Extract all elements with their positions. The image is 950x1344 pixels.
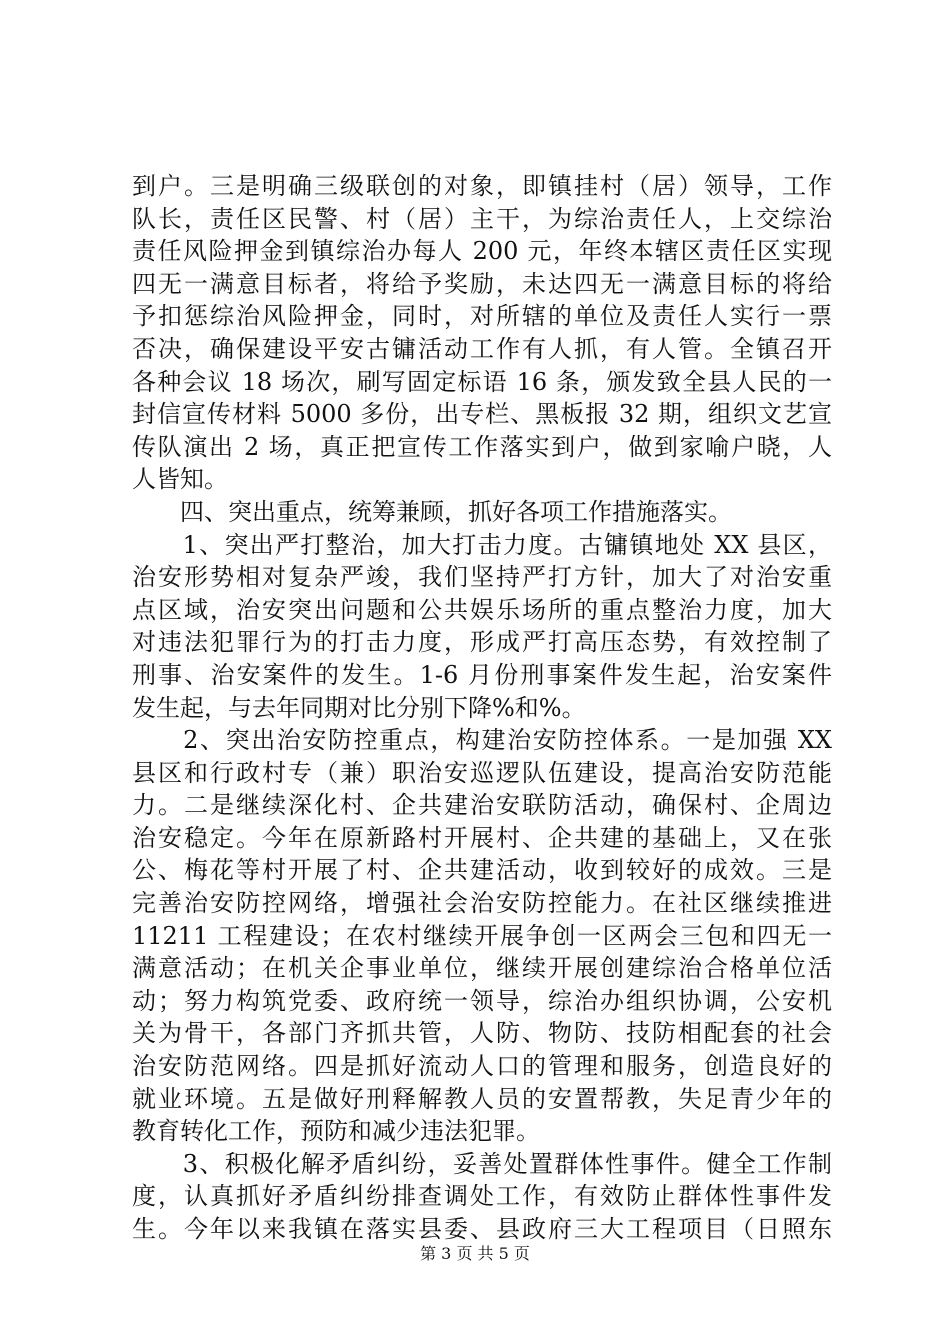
- text-line: 予扣惩综治风险押金，同时，对所辖的单位及责任人实行一票: [132, 302, 832, 331]
- text-line: 11211 工程建设；在农村继续开展争创一区两会三包和四无一: [132, 921, 832, 950]
- text-line: 2、突出治安防控重点，构建治安防控体系。一是加强 XX: [132, 726, 832, 755]
- text-line: 队长，责任区民警、村（居）主干，为综治责任人，上交综治: [132, 204, 832, 233]
- text-line: 公、梅花等村开展了村、企共建活动，收到较好的成效。三是: [132, 856, 832, 885]
- text-line: 对违法犯罪行为的打击力度，形成严打高压态势，有效控制了: [132, 628, 832, 657]
- text-line: 力。二是继续深化村、企共建治安联防活动，确保村、企周边: [132, 791, 832, 820]
- text-line: 发生起，与去年同期对比分别下降%和%。: [132, 693, 586, 722]
- text-line: 责任风险押金到镇综治办每人 200 元，年终本辖区责任区实现: [132, 237, 832, 266]
- text-line: 刑事、治安案件的发生。1-6 月份刑事案件发生起，治安案件: [132, 660, 832, 689]
- text-line: 人皆知。: [132, 465, 228, 494]
- text-line: 各种会议 18 场次，刷写固定标语 16 条，颁发致全县人民的一: [132, 367, 832, 396]
- text-line: 四无一满意目标者，将给予奖励，未达四无一满意目标的将给: [132, 269, 832, 298]
- text-line: 满意活动；在机关企事业单位，继续开展创建综治合格单位活: [132, 954, 832, 983]
- text-line: 生。今年以来我镇在落实县委、县政府三大工程项目（日照东: [132, 1215, 832, 1243]
- text-line: 动；努力构筑党委、政府统一领导，综治办组织协调，公安机: [132, 986, 832, 1015]
- text-line: 到户。三是明确三级联创的对象，即镇挂村（居）领导，工作: [132, 172, 832, 200]
- text-line: 就业环境。五是做好刑释解教人员的安置帮教，失足青少年的: [132, 1084, 832, 1113]
- text-line: 治安防范网络。四是抓好流动人口的管理和服务，创造良好的: [132, 1052, 832, 1081]
- body-text: [132, 170, 832, 1246]
- page-footer: 第 3 页 共 5 页: [420, 1244, 530, 1263]
- text-line: 封信宣传材料 5000 多份，出专栏、黑板报 32 期，组织文艺宣: [132, 400, 832, 429]
- text-line: 点区域，治安突出问题和公共娱乐场所的重点整治力度，加大: [132, 595, 832, 624]
- text-line: 治安稳定。今年在原新路村开展村、企共建的基础上，又在张: [132, 823, 832, 852]
- text-line: 教育转化工作，预防和减少违法犯罪。: [132, 1117, 540, 1146]
- text-line: 度，认真抓好矛盾纠纷排查调处工作，有效防止群体性事件发: [132, 1182, 832, 1211]
- text-line: 完善治安防控网络，增强社会治安防控能力。在社区继续推进: [132, 889, 832, 918]
- text-line: 1、突出严打整治，加大打击力度。古镛镇地处 XX 县区，: [132, 530, 832, 559]
- text-line: 关为骨干，各部门齐抓共管，人防、物防、技防相配套的社会: [132, 1019, 832, 1048]
- text-line: 四、突出重点，统筹兼顾，抓好各项工作措施落实。: [132, 497, 732, 526]
- text-line: 3、积极化解矛盾纠纷，妥善处置群体性事件。健全工作制: [132, 1149, 832, 1178]
- text-line: 否决，确保建设平安古镛活动工作有人抓，有人管。全镇召开: [132, 334, 832, 363]
- text-line: 治安形势相对复杂严竣，我们坚持严打方针，加大了对治安重: [132, 563, 832, 592]
- text-line: 县区和行政村专（兼）职治安巡逻队伍建设，提高治安防范能: [132, 758, 832, 787]
- text-line: 传队演出 2 场，真正把宣传工作落实到户，做到家喻户晓，人: [132, 432, 832, 461]
